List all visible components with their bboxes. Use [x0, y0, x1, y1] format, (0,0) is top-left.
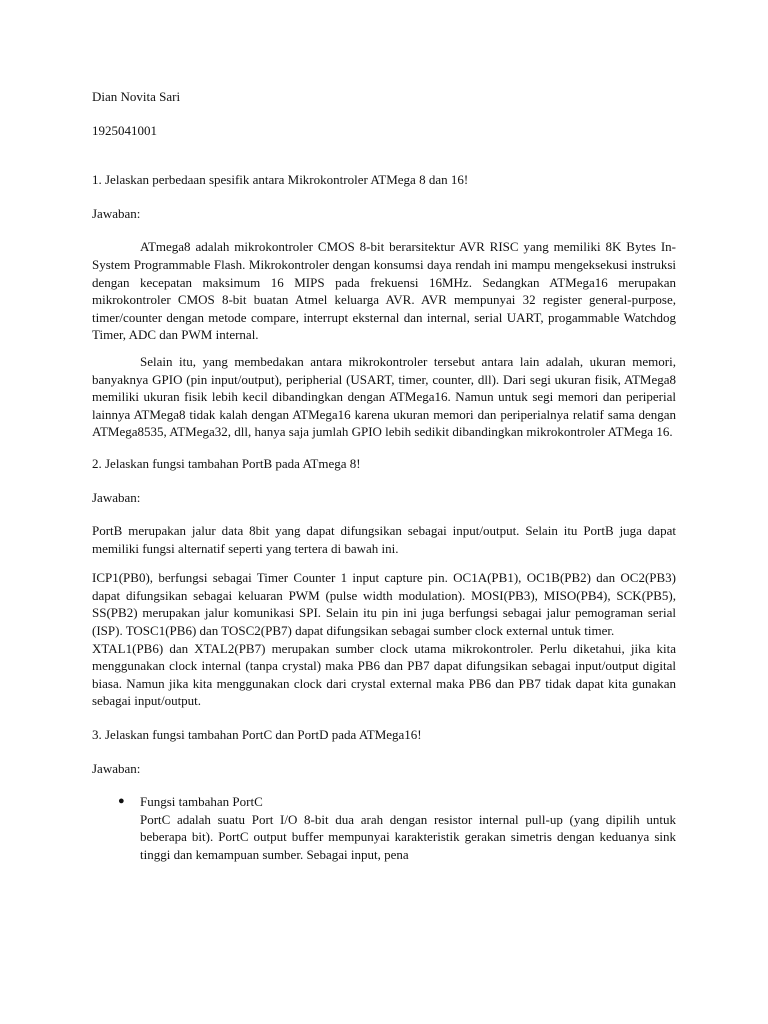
- q3-bullet-list: [92, 793, 676, 863]
- list-item: [92, 793, 676, 863]
- question-1: 1. Jelaskan perbedaan spesifik antara Mikrokontroler ATMega 8 dan 16!: [92, 172, 469, 188]
- q3-bullet-title: Fungsi tambahan PortC: [140, 794, 263, 810]
- bullet-icon: ●: [118, 795, 125, 808]
- q1-paragraph-1: ATmega8 adalah mikrokontroler CMOS 8-bit berarsitektur AVR RISC yang memiliki 8K Bytes In-System Programmable Flash. Mikrokontroler dengan konsumsi daya rendah ini mampu mengeksekusi instruksi dengan kecepatan maksimum 16 MIPS pada frekuensi 16MHz. Sedangkan ATMega16 merupakan mikrokontroler CMOS 8-bit buatan Atmel keluarga AVR. AVR mempunyai 32 register general-purpose, timer/counter dengan metode compare, interrupt eksternal dan internal, serial UART, progammable Watchdog Timer, ADC dan PWM internal.: [92, 239, 676, 343]
- q1-paragraph-2: Selain itu, yang membedakan antara mikrokontroler tersebut antara lain adalah, ukuran memori, banyaknya GPIO (pin input/output), peripherial (USART, timer, counter, dll). Dari segi ukuran fisik, ATMega8 memiliki ukuran fisik lebih kecil dibandingkan dengan ATMega16. Namun untuk segi memori dan periperial lainnya ATMega8 tidak kalah dengan ATMega16 karena ukuran memori dan periperialnya relatif sama dengan ATMega8535, ATMega32, dll, hanya saja jumlah GPIO lebih sedikit dibandingkan mikrokontroler ATMega 16.: [92, 353, 676, 440]
- document-body: [92, 88, 676, 864]
- author-name: Dian Novita Sari: [92, 89, 181, 104]
- question-3: 3. Jelaskan fungsi tambahan PortC dan PortD pada ATMega16!: [92, 727, 422, 743]
- author-id: 1925041001: [92, 122, 157, 138]
- q2-detail-1: ICP1(PB0), berfungsi sebagai Timer Counter 1 input capture pin. OC1A(PB1), OC1B(PB2) dan OC2(PB3) dapat difungsikan sebagai keluaran PWM (pulse width modulation). MOSI(PB3), MISO(PB4), SCK(PB5), SS(PB2) merupakan jalur komunikasi SPI. Selain itu pin ini juga berfungsi sebagai jalur pemograman serial (ISP). TOSC1(PB6) dan TOSC2(PB7) dapat difungsikan sebagai sumber clock external untuk timer.: [92, 570, 676, 639]
- q2-detail-2: XTAL1(PB6) dan XTAL2(PB7) merupakan sumber clock utama mikrokontroler. Perlu diketahui, jika kita menggunakan clock internal (tanpa crystal) maka PB6 dan PB7 dapat difungsikan sebagai input/output digital biasa. Namun jika kita menggunakan clock dari crystal external maka PB6 dan PB7 tidak dapat kita gunakan sebagai input/output.: [92, 640, 676, 709]
- question-2: 2. Jelaskan fungsi tambahan PortB pada ATmega 8!: [92, 455, 361, 471]
- answer-label-3: Jawaban:: [92, 760, 141, 776]
- q3-bullet-text: PortC adalah suatu Port I/O 8-bit dua arah dengan resistor internal pull-up (yang dipilih untuk beberapa bit). PortC output buffer mempunyai karakteristik gerakan simetris dengan keduanya sink tinggi dan kemampuan sumber. Sebagai input, pena: [140, 811, 676, 862]
- q2-intro: PortB merupakan jalur data 8bit yang dapat difungsikan sebagai input/output. Selain itu PortB juga dapat memiliki fungsi alternatif seperti yang tertera di bawah ini.: [92, 523, 676, 556]
- answer-label-2: Jawaban:: [92, 489, 141, 505]
- answer-label-1: Jawaban:: [92, 205, 141, 221]
